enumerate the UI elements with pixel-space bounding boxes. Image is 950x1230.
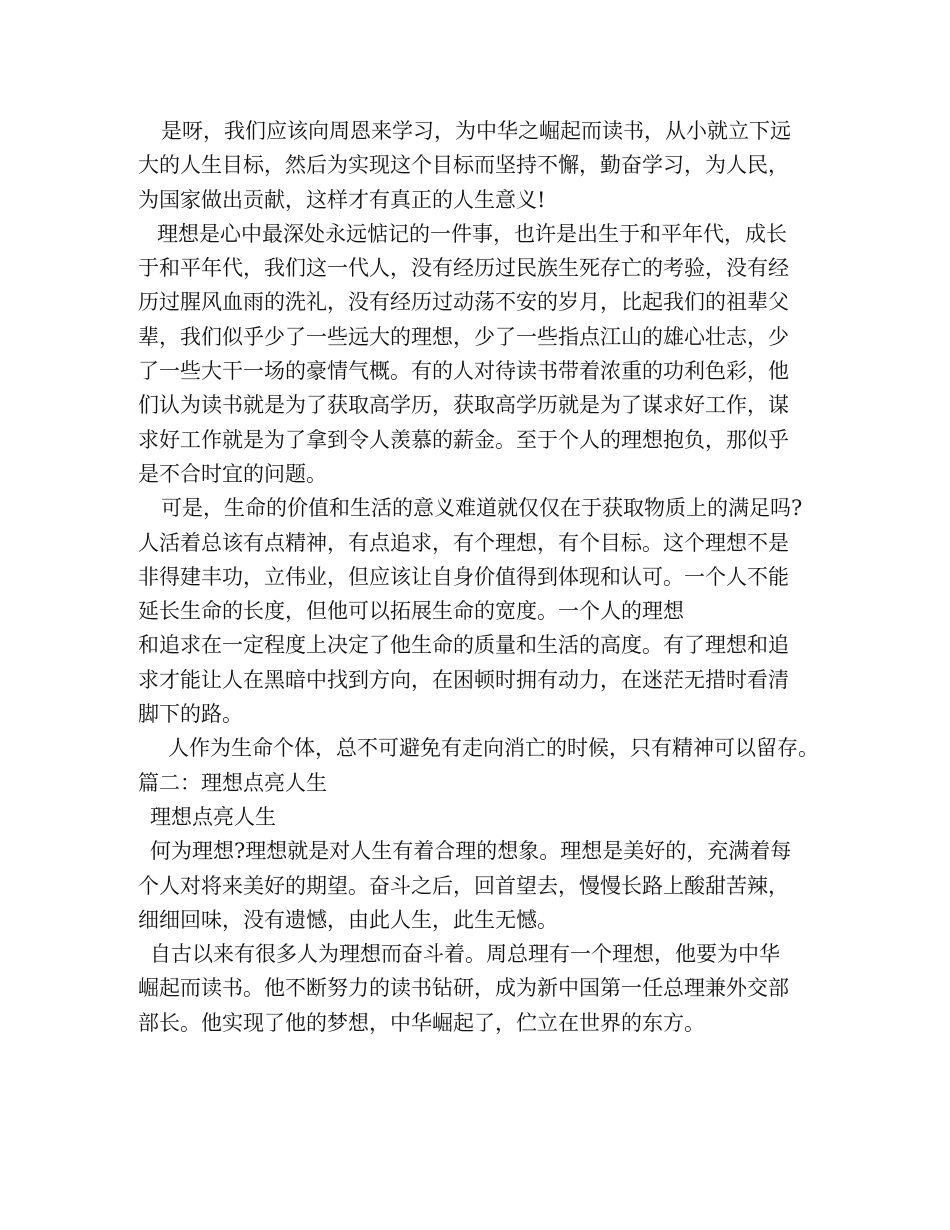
section-heading: 篇二：理想点亮人生 xyxy=(138,770,327,795)
text-line: 自古以来有很多人为理想而奋斗着。周总理有一个理想，他要为中华 xyxy=(150,942,780,967)
text-line: 非得建丰功，立伟业，但应该让自身价值得到体现和认可。一个人不能 xyxy=(138,564,789,589)
text-line: 是呀，我们应该向周恩来学习，为中华之崛起而读书，从小就立下远 xyxy=(161,119,791,143)
text-line: 辈，我们似乎少了一些远大的理想，少了一些指点江山的雄心壮志，少 xyxy=(138,324,789,349)
text-line: 求好工作就是为了拿到令人羡慕的薪金。至于个人的理想抱负，那似乎 xyxy=(138,427,789,452)
text-line: 于和平年代，我们这一代人，没有经历过民族生死存亡的考验，没有经 xyxy=(138,256,789,281)
body-text xyxy=(138,114,828,1040)
text-line: 个人对将来美好的期望。奋斗之后，回首望去，慢慢长路上酸甜苦辣， xyxy=(138,873,789,898)
text-line: 大的人生目标，然后为实现这个目标而坚持不懈，勤奋学习，为人民， xyxy=(138,153,789,178)
text-line: 细细回味，没有遗憾，由此人生，此生无憾。 xyxy=(138,907,558,932)
text-line: 历过腥风血雨的洗礼，没有经历过动荡不安的岁月，比起我们的祖辈父 xyxy=(138,290,789,315)
text-line: 可是，生命的价值和生活的意义难道就仅仅在于获取物质上的满足吗? xyxy=(161,496,803,521)
text-line: 是不合时宜的问题。 xyxy=(138,461,327,486)
text-line: 何为理想?理想就是对人生有着合理的想象。理想是美好的，充满着每 xyxy=(150,839,792,864)
text-line: 求才能让人在黑暗中找到方向，在困顿时拥有动力，在迷茫无措时看清 xyxy=(138,667,789,692)
text-line: 崛起而读书。他不断努力的读书钻研，成为新中国第一任总理兼外交部 xyxy=(138,976,789,1001)
text-line: 脚下的路。 xyxy=(138,702,243,727)
text-line: 人活着总该有点精神，有点追求，有个理想，有个目标。这个理想不是 xyxy=(138,530,789,555)
text-line: 们认为读书就是为了获取高学历，获取高学历就是为了谋求好工作，谋 xyxy=(138,393,789,418)
text-line: 部长。他实现了他的梦想，中华崛起了，伫立在世界的东方。 xyxy=(138,1010,705,1035)
text-line: 了一些大干一场的豪情气概。有的人对待读书带着浓重的功利色彩，他 xyxy=(138,359,789,384)
text-line: 理想是心中最深处永远惦记的一件事，也许是出生于和平年代，成长 xyxy=(157,221,787,246)
article-title: 理想点亮人生 xyxy=(150,804,276,829)
text-line: 和追求在一定程度上决定了他生命的质量和生活的高度。有了理想和追 xyxy=(138,633,789,658)
text-line: 为国家做出贡献，这样才有真正的人生意义! xyxy=(138,187,546,212)
text-line: 人作为生命个体，总不可避免有走向消亡的时候，只有精神可以留存。 xyxy=(168,736,819,761)
text-line: 延长生命的长度，但他可以拓展生命的宽度。一个人的理想 xyxy=(138,599,684,624)
